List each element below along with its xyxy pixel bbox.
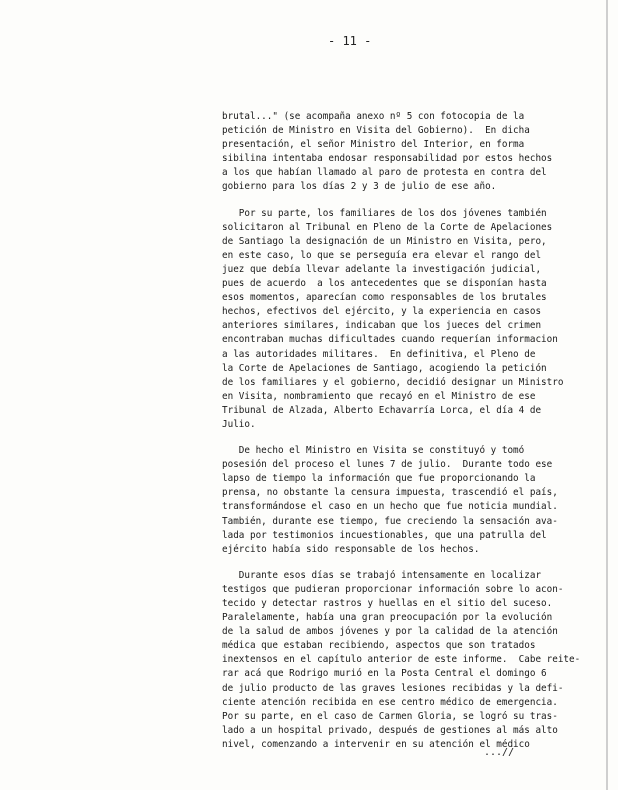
text-line: de los familiares y el gobierno, decidió designar un Ministro [222, 376, 564, 388]
paragraph-2 [222, 207, 574, 433]
text-line: la Corte de Apelaciones de Santiago, acogiendo la petición [222, 362, 547, 374]
text-line: a las autoridades militares. En definitiva, el Pleno de [222, 348, 536, 360]
text-line: sibilina intentaba endosar responsabilidad por estos hechos [222, 153, 553, 165]
text-line: médica que estaban recibiendo, aspectos que son tratados [222, 640, 536, 652]
page-number: - 11 - [328, 34, 372, 48]
text-line: Tribunal de Alzada, Alberto Echavarría Lorca, el día 4 de [222, 404, 542, 416]
text-line: Por su parte, en el caso de Carmen Gloria, se logró su tras- [222, 710, 558, 722]
text-line: encontraban muchas dificultades cuando requerían informacion [222, 334, 558, 346]
paragraph-3 [222, 444, 574, 557]
text-line: Julio. [222, 418, 256, 430]
paragraph-1 [222, 110, 574, 195]
text-line: lada por testimonios incuestionables, que una patrulla del [222, 529, 547, 541]
text-line: prensa, no obstante la censura impuesta, trascendió el país, [222, 487, 558, 499]
text-line: a los que habían llamado al paro de protesta en contra del [222, 167, 547, 179]
text-line: en Visita, nombramiento que recayó en el Ministro de ese [222, 390, 536, 402]
text-line: inextensos en el capítulo anterior de este informe. Cabe reite- [222, 654, 581, 666]
text-line: transformándose el caso en un hecho que fue noticia mundial. [222, 501, 558, 513]
text-line: presentación, el señor Ministro del Interior, en forma [222, 139, 525, 151]
text-line: solicitaron al Tribunal en Pleno de la Corte de Apelaciones [222, 221, 553, 233]
text-line: de la salud de ambos jóvenes y por la calidad de la atención [222, 626, 558, 638]
text-line: juez que debía llevar adelante la investigación judicial, [222, 263, 542, 275]
text-line: Paralelamente, había una gran preocupación por la evolución [222, 612, 553, 624]
text-line: de julio producto de las graves lesiones recibidas y la defi- [222, 682, 564, 694]
text-line: testigos que pudieran proporcionar información sobre lo acon- [222, 583, 564, 595]
text-line: brutal..." (se acompaña anexo nº 5 con fotocopia de la [222, 111, 525, 122]
text-line: pues de acuerdo a los antecedentes que se disponían hasta [222, 278, 547, 290]
page-edge-line [606, 0, 608, 790]
text-line: posesión del proceso el lunes 7 de julio. Durante todo ese [222, 459, 553, 471]
body-text [222, 110, 581, 764]
text-line: gobierno para los días 2 y 3 de julio de ese año. [222, 181, 497, 193]
text-line: ejército había sido responsable de los hechos. [222, 543, 480, 555]
text-line: rar acá que Rodrigo murió en la Posta Central el domingo 6 [222, 668, 547, 680]
paragraph-4 [222, 569, 581, 752]
text-line: en este caso, lo que se perseguía era elevar el rango del [222, 249, 542, 261]
text-line: lado a un hospital privado, después de gestiones al más alto [222, 724, 558, 736]
text-line: tecido y detectar rastros y huellas en el sitio del suceso. [222, 598, 553, 609]
text-line: Por su parte, los familiares de los dos jóvenes también [222, 207, 547, 219]
text-line: De hecho el Ministro en Visita se constituyó y tomó [222, 445, 525, 457]
text-line: esos momentos, aparecían como responsables de los brutales [222, 292, 547, 304]
text-line: anteriores similares, indicaban que los jueces del crimen [222, 320, 542, 332]
text-line: de Santiago la designación de un Ministro en Visita, pero, [222, 235, 547, 247]
text-line: nivel, comenzando a intervenir en su atención el médico [222, 738, 530, 750]
text-line: También, durante ese tiempo, fue creciendo la sensación ava- [222, 515, 558, 527]
text-line: lapso de tiempo la información que fue proporcionando la [222, 473, 536, 485]
continuation-mark: ...// [484, 747, 515, 758]
text-line: petición de Ministro en Visita del Gobierno). En dicha [222, 125, 530, 137]
text-line: ciente atención recibida en ese centro médico de emergencia. [222, 696, 558, 708]
text-line: Durante esos días se trabajó intensamente en localizar [222, 569, 542, 581]
text-line: hechos, efectivos del ejército, y la experiencia en casos [222, 306, 542, 318]
